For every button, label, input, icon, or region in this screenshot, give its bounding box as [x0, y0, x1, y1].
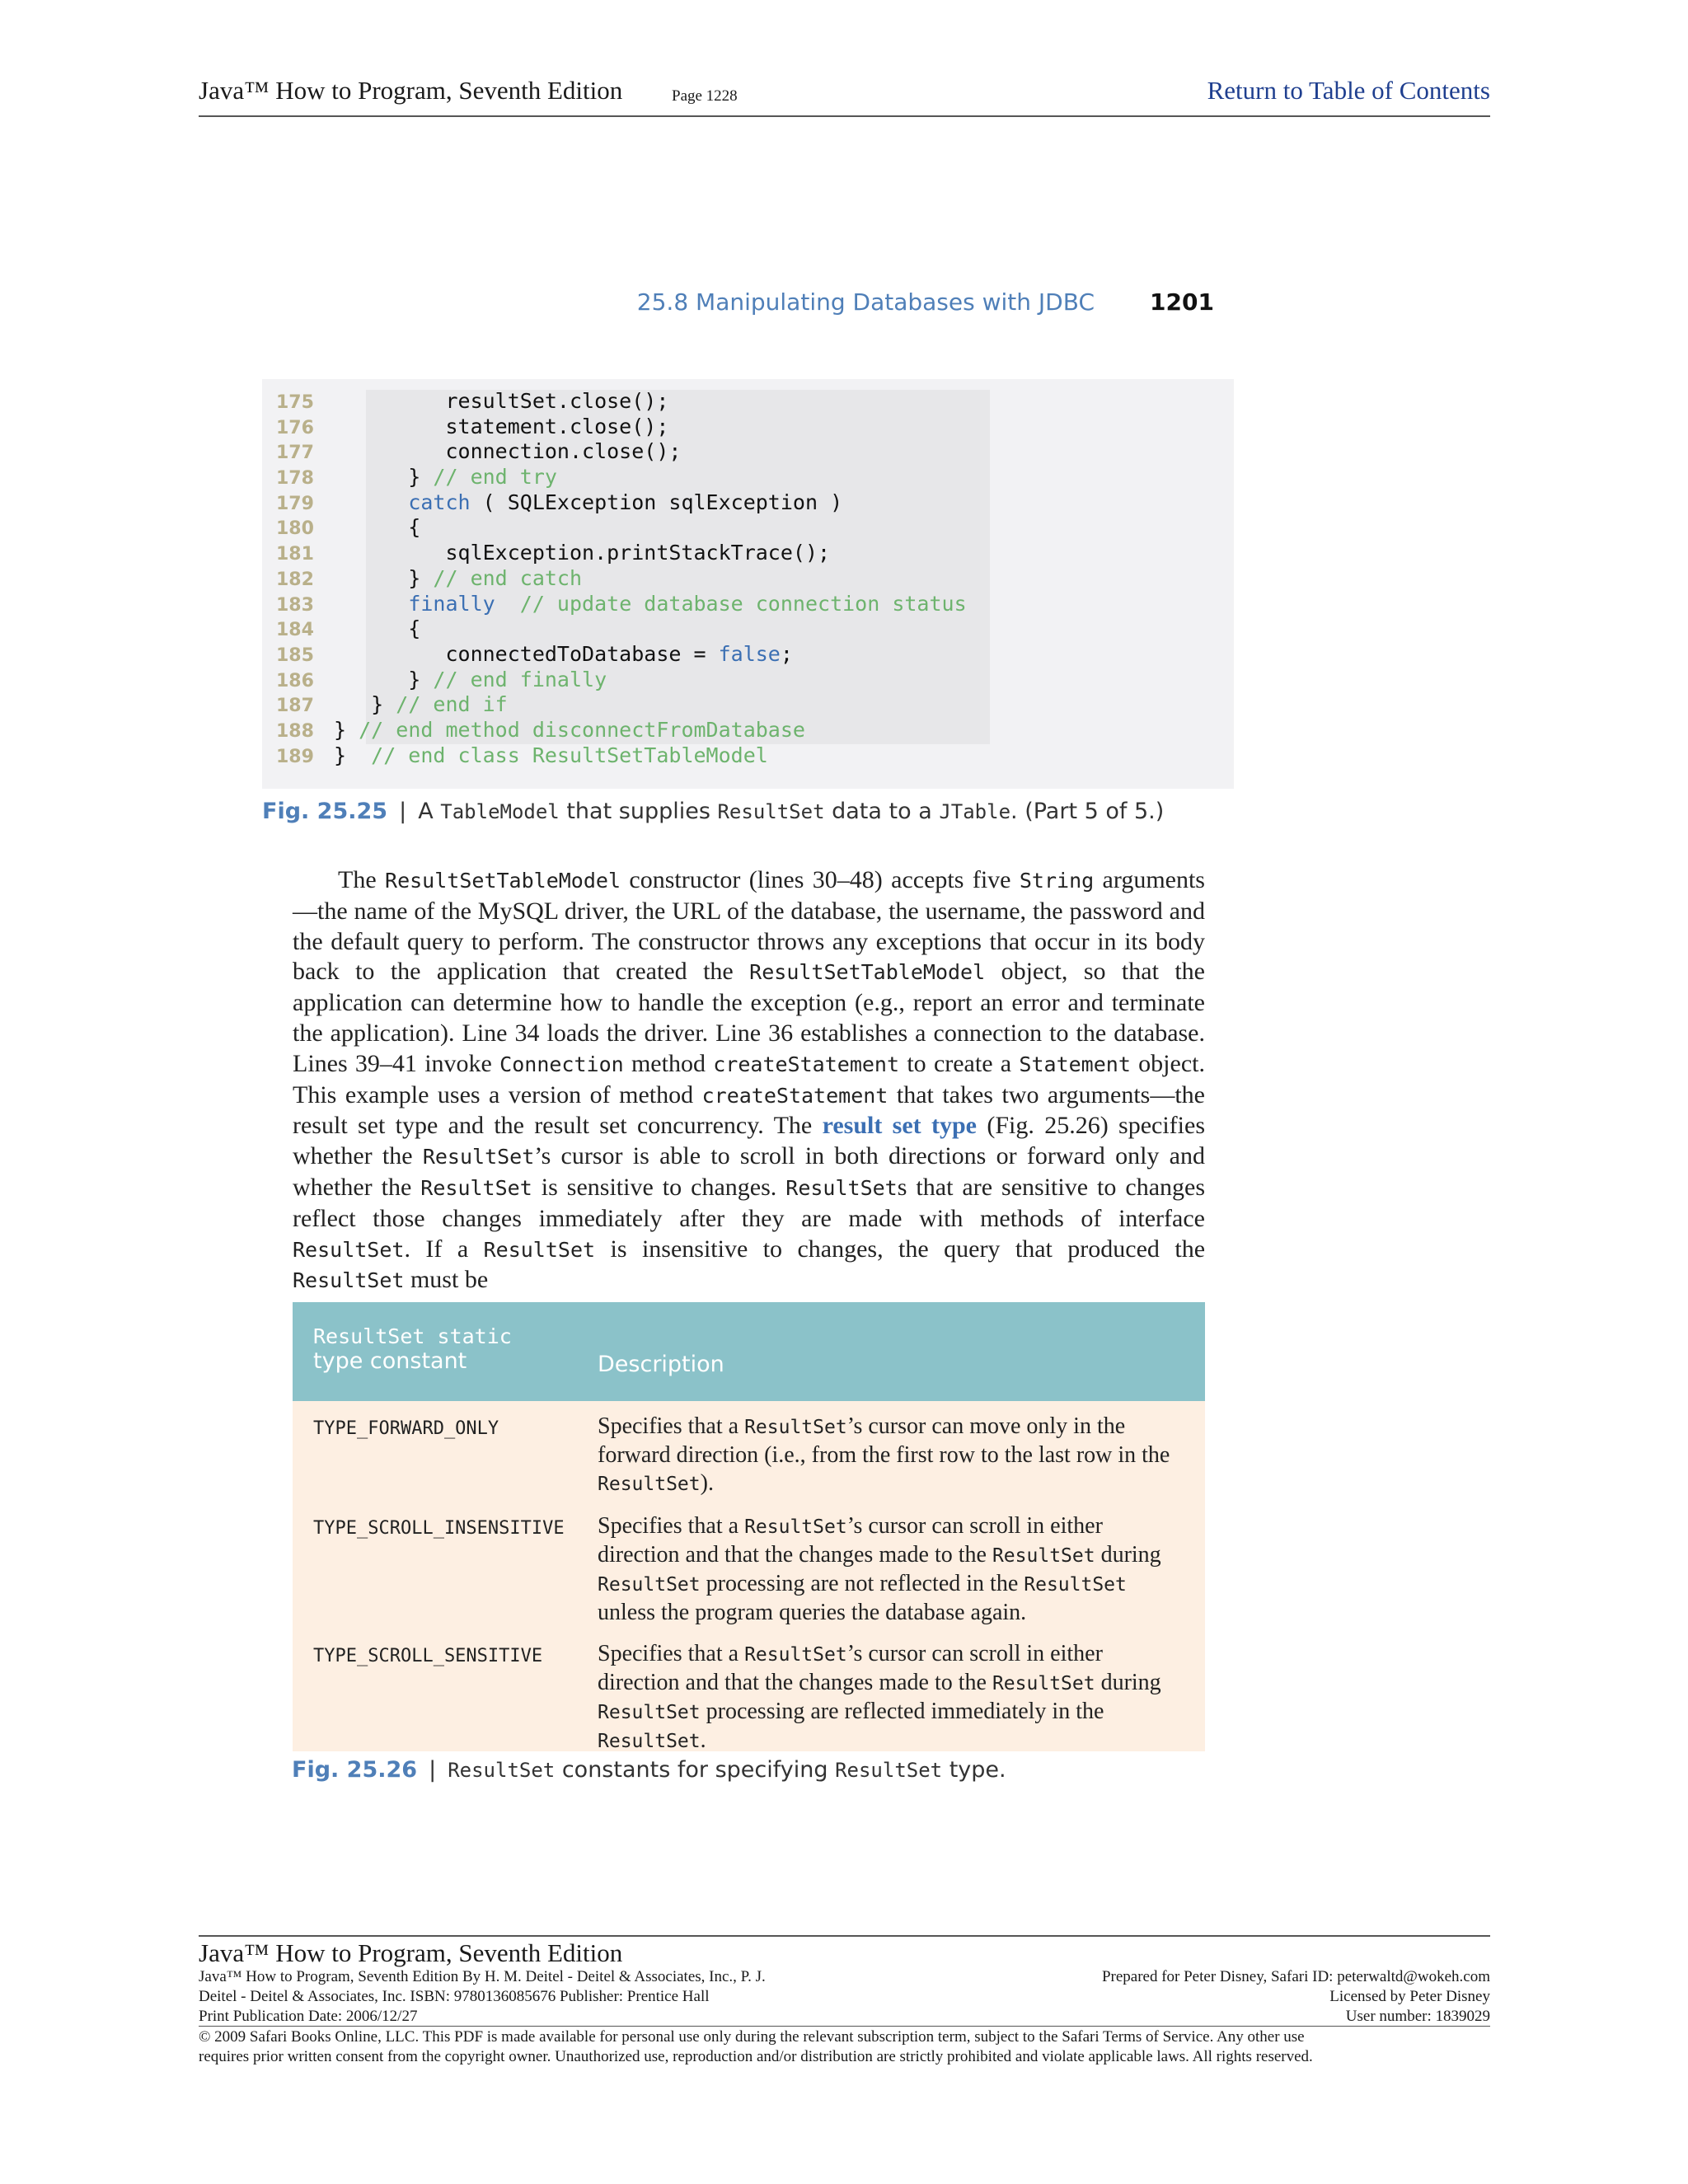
- code-line: [276, 566, 967, 592]
- footer-publication-date: Print Publication Date: 2006/12/27: [199, 2008, 418, 2025]
- code-comment: // end class ResultSetTableModel: [371, 743, 768, 767]
- description-text: ).: [700, 1470, 714, 1496]
- code-text: [334, 490, 408, 514]
- description-text: during: [1095, 1542, 1161, 1568]
- body-text: object, so that the application can determine how to handle the exception (e.g., report an error and terminate the application). Line 34 loads the driver. Line 36 establishes a connection to the database. Lines 39–41 invoke: [293, 958, 1206, 1077]
- table-cell-description: [598, 1640, 1184, 1755]
- code-term: ResultSet: [422, 1145, 535, 1169]
- defined-term: result set type: [822, 1112, 977, 1140]
- code-text: {: [334, 515, 421, 540]
- code-text: }: [334, 667, 434, 691]
- code-line: [276, 515, 967, 541]
- description-text: processing are not reflected in the: [700, 1571, 1025, 1596]
- line-number: 176: [276, 417, 314, 438]
- code-line: [276, 439, 967, 465]
- line-number: 183: [276, 594, 314, 616]
- body-text: is insensitive to changes, the query that produced the: [595, 1235, 1206, 1263]
- code-text: sqlException.printStackTrace();: [334, 541, 831, 565]
- code-comment: // end catch: [433, 565, 583, 590]
- code-line: [276, 415, 967, 440]
- footer-licensed-by: Licensed by Peter Disney: [1329, 1988, 1490, 2005]
- section-heading: 25.8 Manipulating Databases with JDBC: [636, 288, 1095, 316]
- table-header-description: Description: [598, 1352, 724, 1377]
- code-text: {: [334, 616, 421, 641]
- code-term: Connection: [499, 1052, 624, 1076]
- code-comment: // end try: [433, 465, 557, 490]
- body-text: must be: [404, 1266, 489, 1294]
- body-text: s that are sensitive to changes reflect those changes immediately after they are made with methods of interface: [293, 1173, 1205, 1232]
- page-label: Page 1228: [672, 87, 738, 105]
- code-line: [276, 541, 967, 566]
- code-term: ResultSet: [598, 1474, 701, 1495]
- body-paragraph: [293, 865, 1205, 1296]
- code-text: ;: [780, 641, 793, 666]
- table-cell-constant: TYPE_SCROLL_INSENSITIVE: [313, 1518, 565, 1539]
- code-term: ResultSet: [744, 1417, 847, 1438]
- footer-divider: [199, 1935, 1490, 1937]
- line-number: 187: [276, 696, 314, 717]
- description-text: ’s cursor can move only in the forward direction (i.e., from the first row to the last row in the: [598, 1413, 1170, 1468]
- table-cell-description: [598, 1413, 1184, 1498]
- description-text: processing are reflected immediately in the: [700, 1699, 1104, 1724]
- code-term: Statement: [1019, 1052, 1131, 1076]
- code-line: [276, 668, 967, 693]
- code-lines: [276, 389, 967, 768]
- line-number: 180: [276, 518, 314, 540]
- code-line: [276, 490, 967, 516]
- code-term: ResultSetTableModel: [385, 869, 621, 893]
- body-text: ’s cursor is able to scroll in both directions or forward only and whether the: [293, 1142, 1205, 1201]
- code-line: [276, 642, 967, 668]
- body-text: constructor (lines 30–48) accepts five: [621, 866, 1020, 893]
- code-text: }: [334, 465, 434, 490]
- body-text: The: [338, 866, 386, 893]
- footer-title: Java™ How to Program, Seventh Edition: [199, 1938, 623, 1967]
- body-text: object. This example uses a version of method: [293, 1049, 1205, 1108]
- footer-copyright: © 2009 Safari Books Online, LLC. This PDF is made available for personal use only during the relevant subscription term, subject to the Safari Terms of Service. Any other use: [199, 2028, 1305, 2046]
- body-text: . If a: [404, 1235, 484, 1263]
- body-text: that takes two arguments—the result set type and the result set concurrency. The: [293, 1080, 1205, 1140]
- code-text: }: [334, 717, 359, 742]
- code-comment: // end if: [396, 692, 508, 717]
- code-term: ResultSet: [1024, 1574, 1127, 1596]
- line-number: 185: [276, 644, 314, 666]
- code-line: [276, 616, 967, 642]
- code-line: [276, 718, 967, 743]
- line-number: 175: [276, 392, 314, 413]
- code-text: }: [334, 692, 396, 717]
- table-cell-description: [598, 1512, 1184, 1627]
- code-line: [276, 592, 967, 617]
- code-comment: // update database connection status: [519, 591, 967, 616]
- line-number: 188: [276, 720, 314, 742]
- figure-caption-25-25: Fig. 25.25 | A TableModel that supplies ResultSet data to a JTable. (Part 5 of 5.): [262, 799, 1165, 824]
- code-term: createStatement: [713, 1052, 900, 1076]
- code-text: }: [334, 565, 434, 590]
- code-line: [276, 692, 967, 718]
- line-number: 182: [276, 569, 314, 590]
- description-text: ’s cursor can scroll in either direction and that the changes made to the: [598, 1641, 1103, 1695]
- description-text: Specifies that a: [598, 1641, 745, 1666]
- line-number: 177: [276, 443, 314, 464]
- line-number: 181: [276, 544, 314, 565]
- code-text: connection.close();: [334, 439, 682, 464]
- table-header-constant: ResultSet static type constant: [313, 1324, 512, 1374]
- code-term: ResultSet: [598, 1731, 701, 1752]
- footer-book-info: Deitel - Deitel & Associates, Inc. ISBN: 9780136085676 Publisher: Prentice Hall: [199, 1988, 710, 2005]
- code-keyword: false: [718, 641, 781, 666]
- code-term: ResultSet: [293, 1237, 405, 1262]
- code-term: ResultSet: [785, 1175, 898, 1200]
- code-text: [495, 592, 520, 616]
- book-page-number: 1201: [1150, 288, 1214, 316]
- code-term: ResultSet: [744, 1644, 847, 1666]
- footer-divider: [199, 2026, 1490, 2027]
- table-cell-constant: TYPE_FORWARD_ONLY: [313, 1418, 499, 1439]
- figure-number: Fig. 25.26: [292, 1757, 418, 1783]
- description-text: ’s cursor can scroll in either direction and that the changes made to the: [598, 1513, 1103, 1568]
- line-number: 186: [276, 670, 314, 691]
- code-comment: // end method disconnectFromDatabase: [359, 717, 805, 742]
- code-text: [334, 592, 408, 616]
- code-term: ResultSet: [744, 1516, 847, 1538]
- code-keyword: catch: [408, 490, 471, 514]
- body-text: method: [623, 1049, 714, 1077]
- code-keyword: finally: [408, 591, 495, 616]
- code-term: ResultSet: [598, 1574, 701, 1596]
- toc-link[interactable]: Return to Table of Contents: [1207, 76, 1490, 105]
- code-text: statement.close();: [334, 414, 669, 438]
- footer-user-number: User number: 1839029: [1345, 2008, 1490, 2025]
- footer-copyright: requires prior written consent from the copyright owner. Unauthorized use, reproduction and/or distribution are strictly prohibited and violate applicable laws. All rights reserved.: [199, 2048, 1313, 2065]
- footer-book-info: Java™ How to Program, Seventh Edition By H. M. Deitel - Deitel & Associates, Inc., P. J.: [199, 1968, 766, 1985]
- code-comment: // end finally: [433, 667, 607, 691]
- code-term: ResultSet: [483, 1237, 596, 1262]
- figure-caption-25-26: Fig. 25.26 | ResultSet constants for specifying ResultSet type.: [292, 1757, 1006, 1783]
- code-text: connectedToDatabase =: [334, 641, 719, 666]
- code-text: }: [334, 743, 372, 767]
- description-text: during: [1095, 1670, 1161, 1695]
- code-line: [276, 743, 967, 769]
- body-text: arguments—the name of the MySQL driver, the URL of the database, the username, the password and the default query to perform. The constructor throws any exceptions that occur in its body back to the application that created the: [293, 866, 1205, 986]
- code-term: createStatement: [701, 1083, 889, 1108]
- code-term: String: [1019, 869, 1095, 893]
- code-term: ResultSetTableModel: [749, 960, 986, 985]
- line-number: 179: [276, 493, 314, 514]
- description-text: Specifies that a: [598, 1513, 745, 1539]
- code-line: [276, 389, 967, 415]
- code-term: ResultSet: [420, 1175, 532, 1200]
- body-text: to create a: [899, 1049, 1020, 1077]
- description-text: Specifies that a: [598, 1413, 745, 1439]
- description-text: .: [700, 1727, 706, 1753]
- code-term: ResultSet: [598, 1702, 701, 1723]
- footer-prepared-for: Prepared for Peter Disney, Safari ID: peterwaltd@wokeh.com: [1101, 1968, 1490, 1985]
- code-term: ResultSet: [293, 1268, 405, 1293]
- line-number: 189: [276, 746, 314, 767]
- body-text: (Fig. 25.26) specifies whether the: [293, 1112, 1205, 1170]
- table-cell-constant: TYPE_SCROLL_SENSITIVE: [313, 1646, 543, 1666]
- code-term: ResultSet: [992, 1673, 1095, 1694]
- description-text: unless the program queries the database again.: [598, 1600, 1027, 1625]
- body-text: is sensitive to changes.: [532, 1173, 786, 1201]
- line-number: 178: [276, 468, 314, 490]
- figure-number: Fig. 25.25: [262, 799, 388, 824]
- line-number: 184: [276, 620, 314, 641]
- code-line: [276, 465, 967, 490]
- code-text: resultSet.close();: [334, 389, 669, 413]
- code-text: ( SQLException sqlException ): [470, 490, 843, 514]
- book-title: Java™ How to Program, Seventh Edition: [199, 76, 623, 105]
- header-divider: [199, 115, 1490, 117]
- code-term: ResultSet: [992, 1545, 1095, 1567]
